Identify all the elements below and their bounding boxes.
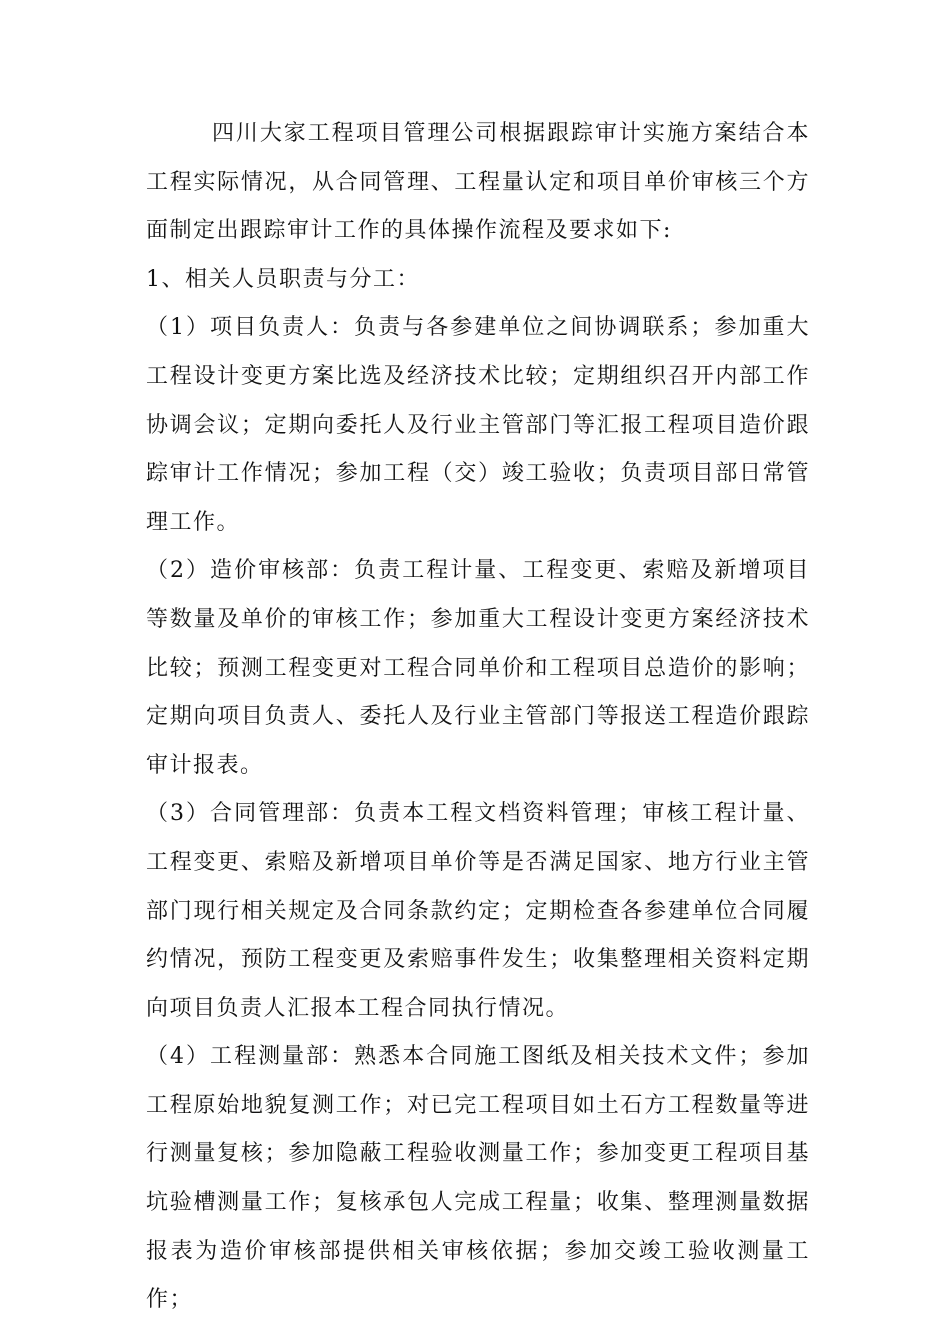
duty-item-cost-review: （2）造价审核部：负责工程计量、工程变更、索赔及新增项目等数量及单价的审核工作；参加重大工程设计变更方案经济技术比较；预测工程变更对工程合同单价和工程项目总造价的影响；定期向项目负责人、委托人及行业主管部门等报送工程造价跟踪审计报表。 xyxy=(146,558,810,778)
duty-item-contract-management: （3）合同管理部：负责本工程文档资料管理；审核工程计量、工程变更、索赔及新增项目单价等是否满足国家、地方行业主管部门现行相关规定及合同条款约定；定期检查各参建单位合同履约情况，预防工程变更及索赔事件发生；收集整理相关资料定期向项目负责人汇报本工程合同执行情况。 xyxy=(146,801,810,1021)
duty-item-project-leader: （1）项目负责人：负责与各参建单位之间协调联系；参加重大工程设计变更方案比选及经济技术比较；定期组织召开内部工作协调会议；定期向委托人及行业主管部门等汇报工程项目造价跟踪审计工作情况；参加工程（交）竣工验收；负责项目部日常管理工作。 xyxy=(146,315,810,535)
duty-item-survey: （4）工程测量部：熟悉本合同施工图纸及相关技术文件；参加工程原始地貌复测工作；对已完工程项目如土石方工程数量等进行测量复核；参加隐蔽工程验收测量工作；参加变更工程项目基坑验槽测量工作；复核承包人完成工程量；收集、整理测量数据报表为造价审核部提供相关审核依据；参加交竣工验收测量工作； xyxy=(146,1044,810,1313)
intro-paragraph: 四川大家工程项目管理公司根据跟踪审计实施方案结合本工程实际情况，从合同管理、工程量认定和项目单价审核三个方面制定出跟踪审计工作的具体操作流程及要求如下: xyxy=(146,121,810,244)
section-heading: 1、相关人员职责与分工： xyxy=(146,266,420,292)
document-body xyxy=(146,110,810,1325)
